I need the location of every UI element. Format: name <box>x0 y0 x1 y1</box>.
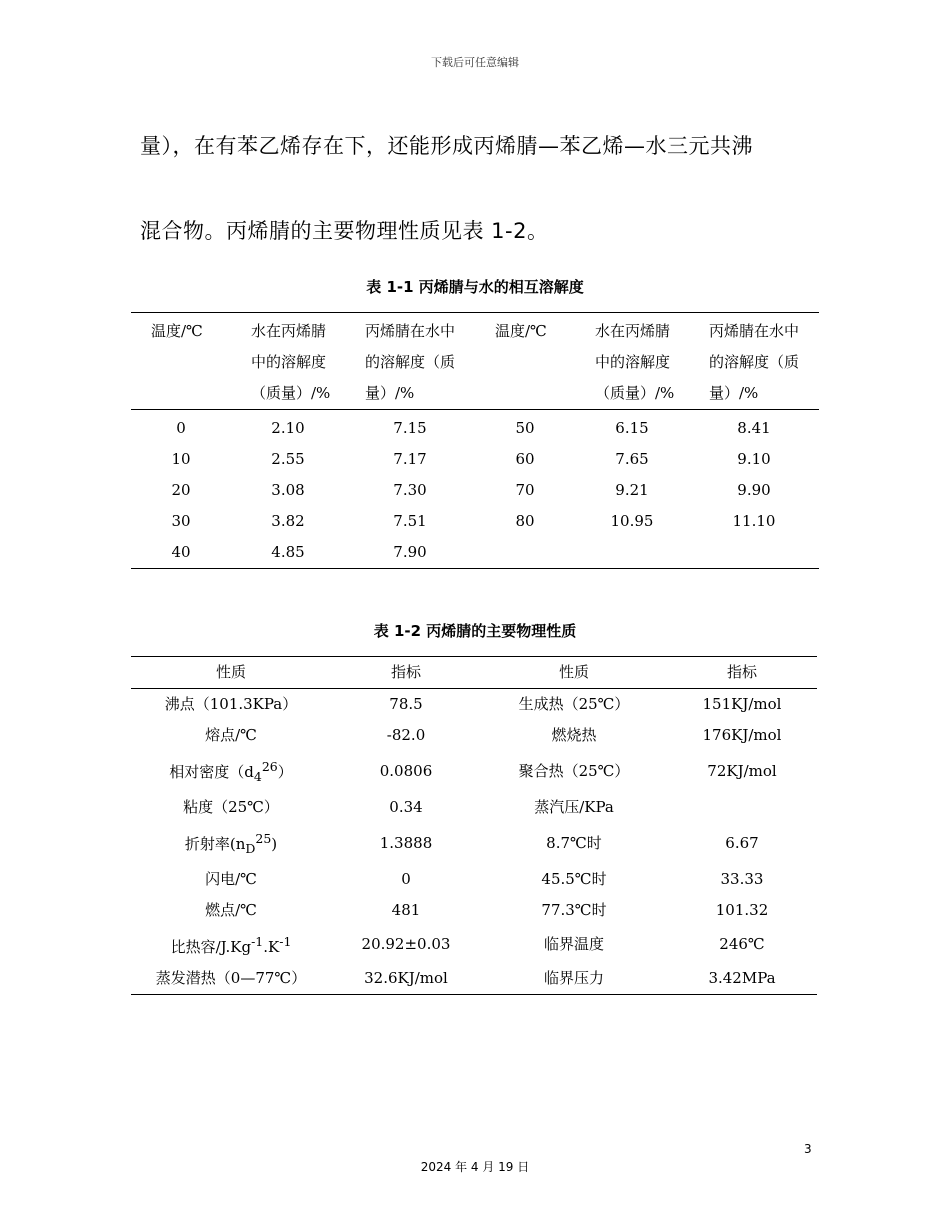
table-cell: 2.10 <box>271 419 305 437</box>
table-cell: 10.95 <box>610 512 654 530</box>
table-cell: 0.34 <box>389 798 423 816</box>
table-row <box>131 895 817 926</box>
table-row <box>131 926 817 963</box>
table1-header: 温度/℃ <box>475 313 575 410</box>
table-cell: 临界压力 <box>543 969 604 987</box>
table-cell: 蒸发潜热（0—77℃） <box>155 969 307 987</box>
table-cell <box>575 537 689 569</box>
table-cell: 11.10 <box>732 512 776 530</box>
solubility-table <box>131 312 819 569</box>
table-cell: 聚合热（25℃） <box>518 762 630 780</box>
table-cell: 481 <box>391 901 421 919</box>
table-row <box>131 751 817 792</box>
table-cell: 9.21 <box>615 481 649 499</box>
table-cell: 40 <box>171 543 191 561</box>
table-cell: 0.0806 <box>379 762 433 780</box>
table-cell <box>131 751 331 792</box>
table-cell <box>689 537 819 569</box>
table-cell: 3.42MPa <box>708 969 776 987</box>
table-cell: 临界温度 <box>543 935 604 953</box>
table-cell: 燃烧热 <box>551 726 597 744</box>
table1-header: 温度/℃ <box>131 313 231 410</box>
table-cell: 熔点/℃ <box>205 726 257 744</box>
table-cell: 闪电/℃ <box>205 870 257 888</box>
table-cell: 7.65 <box>615 450 649 468</box>
table-cell: 151KJ/mol <box>702 695 782 713</box>
table-cell: 33.33 <box>720 870 764 888</box>
table-cell: 101.32 <box>715 901 769 919</box>
refraction-superscript: 25 <box>255 831 272 846</box>
table-cell: 32.6KJ/mol <box>364 969 448 987</box>
table-row <box>131 864 817 895</box>
table-row <box>131 410 819 445</box>
table-cell: 7.51 <box>393 512 427 530</box>
table-cell: 45.5℃时 <box>541 870 607 888</box>
table2-header: 指标 <box>331 657 481 689</box>
density-label-tail: ） <box>277 763 293 781</box>
table1-header: 水在丙烯腈中的溶解度（质量）/% <box>575 313 689 410</box>
table-row <box>131 444 819 475</box>
table-cell: 7.17 <box>393 450 427 468</box>
table-row <box>131 792 817 823</box>
table1-header-row <box>131 313 819 410</box>
table-row <box>131 506 819 537</box>
table-cell <box>475 537 575 569</box>
page-number: 3 <box>804 1142 812 1156</box>
density-superscript: 26 <box>261 759 278 774</box>
refraction-subscript: D <box>245 841 256 856</box>
density-subscript: 4 <box>253 769 262 784</box>
table2-header: 指标 <box>667 657 817 689</box>
table-cell <box>131 926 331 963</box>
heat-capacity-superscript: -1 <box>279 934 292 949</box>
table-cell: 0 <box>176 419 186 437</box>
table-cell: 20.92±0.03 <box>361 935 451 953</box>
table-cell: 7.30 <box>393 481 427 499</box>
table-cell: 3.82 <box>271 512 305 530</box>
table-cell: 6.67 <box>725 834 759 852</box>
table-cell: 77.3℃时 <box>541 901 607 919</box>
table-cell <box>667 792 817 823</box>
page-footer-date: 2024 年 4 月 19 日 <box>420 1160 530 1174</box>
table-cell: 4.85 <box>271 543 305 561</box>
table-cell <box>131 823 331 864</box>
table-cell: 8.7℃时 <box>546 834 602 852</box>
table-cell: 246℃ <box>719 935 765 953</box>
table2-header: 性质 <box>131 657 331 689</box>
table-cell: -82.0 <box>386 726 426 744</box>
table-cell: 80 <box>515 512 535 530</box>
table-cell: 7.15 <box>393 419 427 437</box>
refraction-label: 折射率(n <box>184 835 246 853</box>
physical-properties-table <box>131 656 817 995</box>
table-cell: 粘度（25℃） <box>183 798 279 816</box>
table-cell: 60 <box>515 450 535 468</box>
table1-header: 丙烯腈在水中的溶解度（质量）/% <box>345 313 475 410</box>
page-header: 下载后可任意编辑 <box>431 56 519 69</box>
table-cell: 72KJ/mol <box>707 762 777 780</box>
table-cell: 3.08 <box>271 481 305 499</box>
table-cell: 生成热（25℃） <box>518 695 630 713</box>
table-row <box>131 537 819 569</box>
table-cell: 30 <box>171 512 191 530</box>
table-cell: 78.5 <box>389 695 423 713</box>
refraction-label-tail: ) <box>271 835 278 853</box>
table2-header: 性质 <box>481 657 667 689</box>
table1-header: 丙烯腈在水中的溶解度（质量）/% <box>689 313 819 410</box>
density-label: 相对密度（d <box>169 763 254 781</box>
table-row <box>131 720 817 751</box>
table1-caption: 表 1-1 丙烯腈与水的相互溶解度 <box>366 278 584 296</box>
table-cell: 燃点/℃ <box>205 901 257 919</box>
table-cell: 2.55 <box>271 450 305 468</box>
heat-capacity-label: 比热容/J.Kg <box>170 938 252 956</box>
table-cell: 9.90 <box>737 481 771 499</box>
body-paragraph-1: 量），在有苯乙烯存在下，还能形成丙烯腈—苯乙烯—水三元共沸 <box>140 134 753 158</box>
table-cell: 50 <box>515 419 535 437</box>
table-row <box>131 475 819 506</box>
table-cell: 8.41 <box>737 419 771 437</box>
table-cell: 10 <box>171 450 191 468</box>
table-row <box>131 823 817 864</box>
table1-header: 水在丙烯腈中的溶解度（质量）/% <box>231 313 345 410</box>
table-cell: 176KJ/mol <box>702 726 782 744</box>
body-paragraph-2: 混合物。丙烯腈的主要物理性质见表 1-2。 <box>140 219 549 243</box>
table-cell: 7.90 <box>393 543 427 561</box>
table-row <box>131 689 817 721</box>
table-cell: 20 <box>171 481 191 499</box>
heat-capacity-mid: .K <box>263 938 280 956</box>
table2-header-row <box>131 657 817 689</box>
table-row <box>131 963 817 995</box>
table-cell: 沸点（101.3KPa） <box>164 695 298 713</box>
table-cell: 0 <box>401 870 411 888</box>
table-cell: 9.10 <box>737 450 771 468</box>
table-cell: 6.15 <box>615 419 649 437</box>
table-cell: 70 <box>515 481 535 499</box>
heat-capacity-superscript: -1 <box>251 934 264 949</box>
table-cell: 1.3888 <box>379 834 433 852</box>
table2-caption: 表 1-2 丙烯腈的主要物理性质 <box>373 622 577 640</box>
table-cell: 蒸汽压/KPa <box>534 798 614 816</box>
